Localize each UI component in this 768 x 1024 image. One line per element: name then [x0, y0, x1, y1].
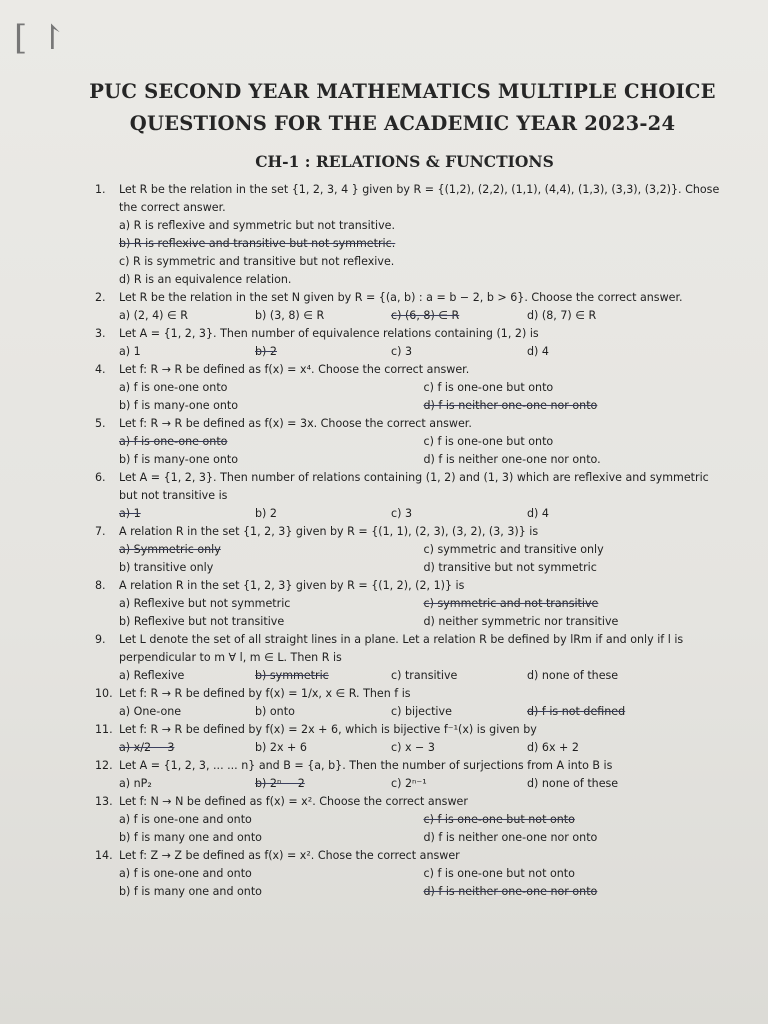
option: a) R is reflexive and symmetric but not transitive.	[119, 219, 395, 232]
options-row	[119, 451, 728, 469]
option: d) R is an equivalence relation.	[119, 273, 292, 286]
option-marked: b) 2ⁿ − 2	[255, 777, 305, 790]
question-stem	[95, 361, 728, 379]
question-number: 7.	[95, 525, 106, 538]
option: c) f is one-one but onto	[423, 381, 554, 394]
question-text: Let A = {1, 2, 3, ... ... n} and B = {a, b}. Then the number of surjections from A into B is	[119, 759, 613, 772]
options	[119, 811, 728, 847]
question-text: Let f: R → R be defined by f(x) = 2x + 6, which is bijective f⁻¹(x) is given by	[119, 723, 537, 736]
option: d) none of these	[527, 669, 619, 682]
options-row	[119, 379, 728, 397]
question-text: Let R be the relation in the set N given by R = {(a, b) : a = b − 2, b > 6}. Choose the correct answer.	[119, 291, 683, 304]
option-marked: a) 1	[119, 507, 141, 520]
option: c) f is one-one but not onto	[423, 867, 575, 880]
option: b) f is many one and onto	[119, 885, 262, 898]
option: d) 6x + 2	[527, 741, 579, 754]
question-stem	[95, 631, 728, 667]
question-number: 6.	[95, 471, 106, 484]
options-row	[119, 829, 728, 847]
options	[119, 667, 728, 685]
options-row	[119, 433, 728, 451]
option: a) One-one	[119, 705, 182, 718]
option-marked: b) R is reflexive and transitive but not symmetric.	[119, 237, 396, 250]
options	[119, 433, 728, 469]
option: c) 3	[391, 507, 413, 520]
question-text: Let A = {1, 2, 3}. Then number of relations containing (1, 2) and (1, 3) which are reflexive and symmetric but not transitive is	[119, 471, 709, 502]
question-list	[95, 181, 728, 901]
options	[119, 505, 728, 523]
option: a) 1	[119, 345, 141, 358]
options	[119, 217, 728, 289]
options-row	[119, 343, 728, 361]
question-text: Let R be the relation in the set {1, 2, 3, 4 } given by R = {(1,2), (2,2), (1,1), (4,4), (1,3), (3,3), (3,2)}. Chose the correct answer.	[119, 183, 720, 214]
options	[119, 865, 728, 901]
option: c) 3	[391, 345, 413, 358]
option: c) symmetric and transitive only	[423, 543, 604, 556]
options-row	[119, 541, 728, 559]
question-stem	[95, 757, 728, 775]
options	[119, 541, 728, 577]
options-row	[119, 505, 728, 523]
question-13	[95, 793, 728, 847]
option: b) f is many one and onto	[119, 831, 262, 844]
options-row	[119, 775, 728, 793]
options	[119, 703, 728, 721]
option-marked: c) (6, 8) ∈ R	[391, 309, 460, 322]
title-line-1: PUC SECOND YEAR MATHEMATICS MULTIPLE CHOICE	[89, 80, 716, 103]
options-row	[119, 559, 728, 577]
options-row	[119, 739, 728, 757]
question-number: 1.	[95, 183, 106, 196]
options-row	[119, 811, 728, 829]
option: d) neither symmetric nor transitive	[423, 615, 619, 628]
options-row	[119, 595, 728, 613]
option: c) f is one-one but onto	[423, 435, 554, 448]
option: d) none of these	[527, 777, 619, 790]
question-text: Let A = {1, 2, 3}. Then number of equivalence relations containing (1, 2) is	[119, 327, 539, 340]
option: c) bijective	[391, 705, 452, 718]
title-line-2: QUESTIONS FOR THE ACADEMIC YEAR 2023-24	[129, 112, 676, 135]
options	[119, 739, 728, 757]
question-14	[95, 847, 728, 901]
question-8	[95, 577, 728, 631]
option: a) f is one-one and onto	[119, 813, 252, 826]
option: a) nP₂	[119, 777, 152, 790]
question-stem	[95, 577, 728, 595]
question-stem	[95, 847, 728, 865]
option: b) 2	[255, 507, 277, 520]
question-4	[95, 361, 728, 415]
question-number: 11.	[95, 723, 113, 736]
question-stem	[95, 415, 728, 433]
question-number: 4.	[95, 363, 106, 376]
option-marked: b) symmetric	[255, 669, 329, 682]
question-number: 14.	[95, 849, 113, 862]
option: b) transitive only	[119, 561, 214, 574]
question-text: Let f: R → R be defined by f(x) = 1/x, x ∈ R. Then f is	[119, 687, 411, 700]
question-number: 12.	[95, 759, 113, 772]
question-stem	[95, 469, 728, 505]
question-text: A relation R in the set {1, 2, 3} given by R = {(1, 1), (2, 3), (3, 2), (3, 3)} is	[119, 525, 539, 538]
options-row	[119, 865, 728, 883]
question-text: Let f: R → R be defined as f(x) = 3x. Choose the correct answer.	[119, 417, 472, 430]
question-text: Let L denote the set of all straight lines in a plane. Let a relation R be defined by lRm if and only if l is perpendicular to m ∀ l, m ∈ L. Then R is	[119, 633, 684, 664]
question-number: 2.	[95, 291, 106, 304]
question-text: Let f: R → R be defined as f(x) = x⁴. Choose the correct answer.	[119, 363, 470, 376]
option-marked: d) f is not defined	[527, 705, 626, 718]
question-stem	[95, 685, 728, 703]
option: c) transitive	[391, 669, 458, 682]
option: a) f is one-one and onto	[119, 867, 252, 880]
option: a) f is one-one onto	[119, 381, 228, 394]
question-stem	[95, 721, 728, 739]
question-12	[95, 757, 728, 793]
options-row	[119, 703, 728, 721]
question-stem	[95, 181, 728, 217]
corner-mark: [ ↾	[14, 18, 67, 58]
question-stem	[95, 325, 728, 343]
option: b) 2x + 6	[255, 741, 307, 754]
question-3	[95, 325, 728, 361]
option-marked: a) Symmetric only	[119, 543, 221, 556]
question-number: 13.	[95, 795, 113, 808]
option: d) (8, 7) ∈ R	[527, 309, 597, 322]
question-1	[95, 181, 728, 289]
question-stem	[95, 289, 728, 307]
option: d) 4	[527, 507, 549, 520]
options-row	[119, 667, 728, 685]
option: b) onto	[255, 705, 295, 718]
question-number: 10.	[95, 687, 113, 700]
option: b) Reflexive but not transitive	[119, 615, 285, 628]
option: d) f is neither one-one nor onto	[423, 831, 598, 844]
question-2	[95, 289, 728, 325]
question-stem	[95, 523, 728, 541]
chapter-heading: CH-1 : RELATIONS & FUNCTIONS	[255, 152, 554, 171]
question-5	[95, 415, 728, 469]
option: a) Reflexive but not symmetric	[119, 597, 291, 610]
question-7	[95, 523, 728, 577]
question-number: 3.	[95, 327, 106, 340]
option: d) 4	[527, 345, 549, 358]
question-11	[95, 721, 728, 757]
options	[119, 343, 728, 361]
question-number: 9.	[95, 633, 106, 646]
option: b) f is many-one onto	[119, 453, 239, 466]
question-number: 5.	[95, 417, 106, 430]
options-row	[119, 397, 728, 415]
option-marked: d) f is neither one-one nor onto	[423, 885, 598, 898]
question-text: A relation R in the set {1, 2, 3} given by R = {(1, 2), (2, 1)} is	[119, 579, 465, 592]
options	[119, 379, 728, 415]
option: a) Reflexive	[119, 669, 185, 682]
options	[119, 595, 728, 631]
question-text: Let f: Z → Z be defined as f(x) = x². Chose the correct answer	[119, 849, 460, 862]
question-6	[95, 469, 728, 523]
option-marked: c) symmetric and not transitive	[423, 597, 599, 610]
option: d) f is neither one-one nor onto.	[423, 453, 601, 466]
option: c) 2ⁿ⁻¹	[391, 777, 427, 790]
option: b) (3, 8) ∈ R	[255, 309, 325, 322]
question-9	[95, 631, 728, 685]
options-row	[119, 883, 728, 901]
question-number: 8.	[95, 579, 106, 592]
options	[119, 307, 728, 325]
question-stem	[95, 793, 728, 811]
options-row	[119, 613, 728, 631]
option: c) x − 3	[391, 741, 435, 754]
option-marked: a) x/2 − 3	[119, 741, 175, 754]
option-marked: b) 2	[255, 345, 277, 358]
option: b) f is many-one onto	[119, 399, 239, 412]
page-title	[77, 76, 728, 140]
option: d) transitive but not symmetric	[423, 561, 597, 574]
option-marked: c) f is one-one but not onto	[423, 813, 575, 826]
option-marked: d) f is neither one-one nor onto	[423, 399, 598, 412]
option: c) R is symmetric and transitive but not reflexive.	[119, 255, 395, 268]
option: a) (2, 4) ∈ R	[119, 309, 188, 322]
options	[119, 775, 728, 793]
options-row	[119, 307, 728, 325]
option-marked: a) f is one-one onto	[119, 435, 228, 448]
question-10	[95, 685, 728, 721]
question-text: Let f: N → N be defined as f(x) = x². Choose the correct answer	[119, 795, 468, 808]
